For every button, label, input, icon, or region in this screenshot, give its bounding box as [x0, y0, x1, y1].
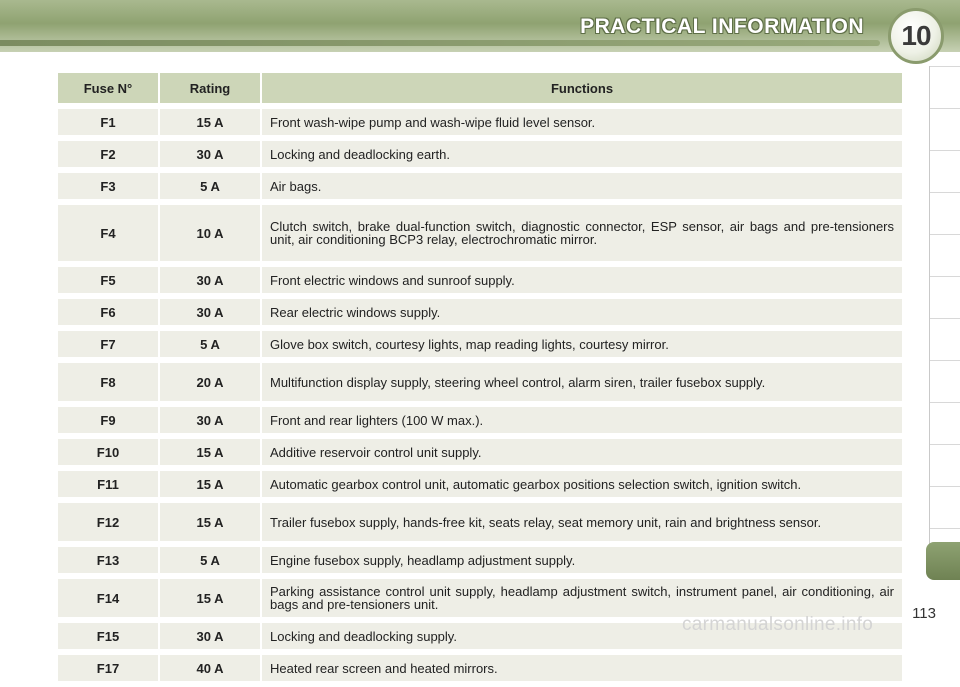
table-row: [58, 547, 902, 573]
fuse-function: Parking assistance control unit supply, headlamp adjustment switch, instrument panel, air conditioning, air bags and pre-tensioners unit.: [262, 579, 902, 617]
fuse-number: F7: [58, 331, 158, 357]
table-row: [58, 655, 902, 681]
table-row: [58, 173, 902, 199]
fuse-number: F1: [58, 109, 158, 135]
fuse-rating: 5 A: [160, 547, 260, 573]
fuse-rating: 5 A: [160, 173, 260, 199]
fuse-function: Rear electric windows supply.: [262, 299, 902, 325]
fuse-number: F5: [58, 267, 158, 293]
fuse-rating: 30 A: [160, 623, 260, 649]
fuse-number: F2: [58, 141, 158, 167]
side-tab[interactable]: [930, 66, 960, 109]
table-row: [58, 141, 902, 167]
section-title: PRACTICAL INFORMATION: [580, 15, 864, 38]
fuse-number: F4: [58, 205, 158, 261]
fuse-number: F14: [58, 579, 158, 617]
side-tab[interactable]: [930, 402, 960, 445]
watermark: carmanualsonline.info: [682, 614, 874, 635]
fuse-number: F8: [58, 363, 158, 401]
table-row: [58, 299, 902, 325]
side-tab[interactable]: [930, 150, 960, 193]
fuse-table: [56, 67, 904, 687]
fuse-rating: 30 A: [160, 407, 260, 433]
fuse-number: F3: [58, 173, 158, 199]
fuse-rating: 10 A: [160, 205, 260, 261]
side-tab[interactable]: [930, 276, 960, 319]
side-tab[interactable]: [930, 444, 960, 487]
fuse-number: F9: [58, 407, 158, 433]
fuse-number: F12: [58, 503, 158, 541]
side-tab[interactable]: [930, 234, 960, 277]
fuse-number: F17: [58, 655, 158, 681]
side-tab[interactable]: [930, 360, 960, 403]
fuse-function: Front and rear lighters (100 W max.).: [262, 407, 902, 433]
fuse-number: F6: [58, 299, 158, 325]
fuse-number: F11: [58, 471, 158, 497]
fuse-function: Air bags.: [262, 173, 902, 199]
table-row: [58, 407, 902, 433]
chapter-badge: [888, 8, 944, 64]
fuse-rating: 30 A: [160, 299, 260, 325]
table-row: [58, 331, 902, 357]
side-tab[interactable]: [930, 486, 960, 529]
fuse-function: Automatic gearbox control unit, automatic gearbox positions selection switch, ignition switch.: [262, 471, 902, 497]
fuse-function: Trailer fusebox supply, hands-free kit, seats relay, seat memory unit, rain and brightness sensor.: [262, 503, 902, 541]
fuse-rating: 15 A: [160, 439, 260, 465]
side-tab-active-chapter[interactable]: [926, 542, 960, 580]
table-row: [58, 471, 902, 497]
side-tab-strip: [929, 66, 960, 576]
side-tab[interactable]: [930, 318, 960, 361]
fuse-function: Additive reservoir control unit supply.: [262, 439, 902, 465]
fuse-function: Clutch switch, brake dual-function switch, diagnostic connector, ESP sensor, air bags and pre-tensioners unit, air conditioning BCP3 relay, electrochromatic mirror.: [262, 205, 902, 261]
col-header-functions: Functions: [262, 73, 902, 103]
side-tab[interactable]: [930, 192, 960, 235]
col-header-rating: Rating: [160, 73, 260, 103]
fuse-number: F15: [58, 623, 158, 649]
fuse-function: Locking and deadlocking earth.: [262, 141, 902, 167]
table-row: [58, 205, 902, 261]
fuse-rating: 15 A: [160, 109, 260, 135]
fuse-function: Heated rear screen and heated mirrors.: [262, 655, 902, 681]
table-row: [58, 439, 902, 465]
fuse-function: Front wash-wipe pump and wash-wipe fluid level sensor.: [262, 109, 902, 135]
fuse-number: F10: [58, 439, 158, 465]
fuse-rating: 20 A: [160, 363, 260, 401]
table-row: [58, 363, 902, 401]
fuse-rating: 30 A: [160, 141, 260, 167]
fuse-rating: 40 A: [160, 655, 260, 681]
side-tab[interactable]: [930, 108, 960, 151]
fuse-rating: 15 A: [160, 471, 260, 497]
fuse-function: Engine fusebox supply, headlamp adjustment supply.: [262, 547, 902, 573]
fuse-rating: 30 A: [160, 267, 260, 293]
fuse-function: Multifunction display supply, steering wheel control, alarm siren, trailer fusebox supply.: [262, 363, 902, 401]
table-row: [58, 503, 902, 541]
fuse-function: Locking and deadlocking supply.: [262, 623, 902, 649]
fuse-rating: 5 A: [160, 331, 260, 357]
table-row: [58, 109, 902, 135]
fuse-number: F13: [58, 547, 158, 573]
table-row: [58, 267, 902, 293]
fuse-function: Glove box switch, courtesy lights, map reading lights, courtesy mirror.: [262, 331, 902, 357]
chapter-number: 10: [901, 20, 931, 51]
table-row: [58, 579, 902, 617]
fuse-rating: 15 A: [160, 579, 260, 617]
table-header-row: [58, 73, 902, 103]
fuse-rating: 15 A: [160, 503, 260, 541]
page-number: 113: [912, 605, 936, 622]
fuse-function: Front electric windows and sunroof supply.: [262, 267, 902, 293]
col-header-fuse: Fuse N°: [58, 73, 158, 103]
